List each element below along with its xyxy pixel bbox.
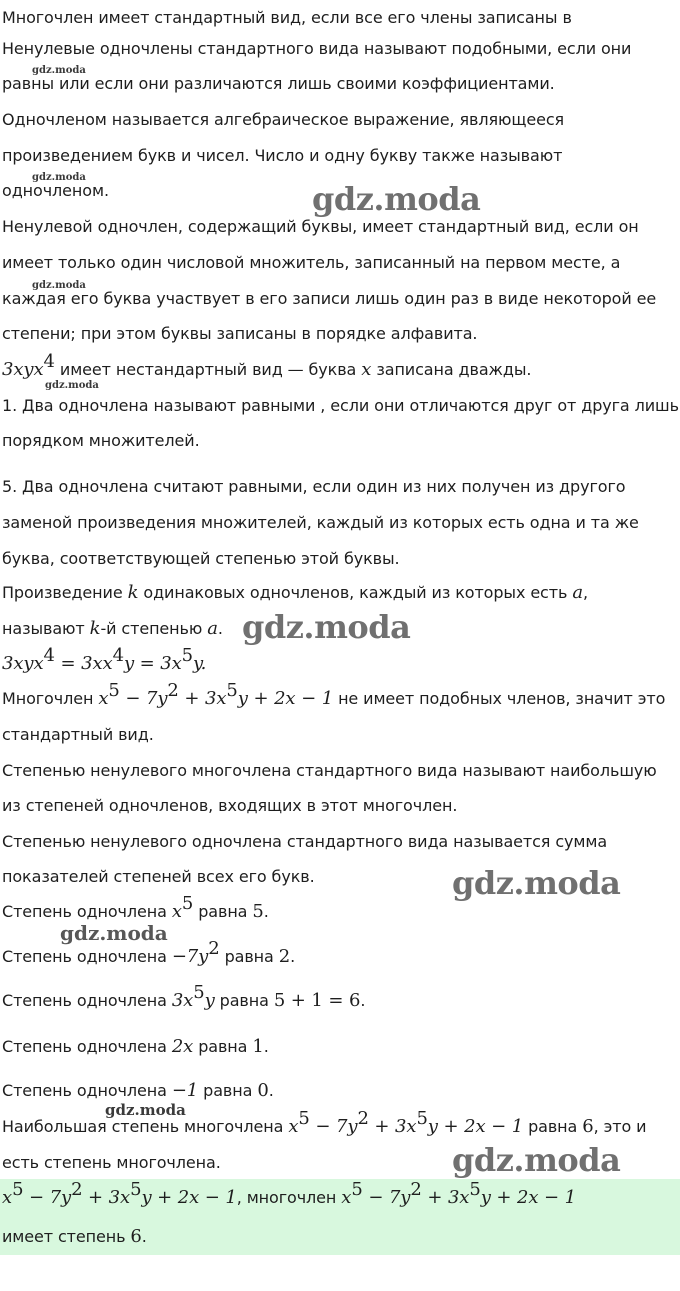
math-expr: y. <box>193 653 207 674</box>
math-expr: y + 2x − 1 <box>237 688 334 709</box>
math-expr: y = 3x <box>123 653 182 674</box>
text-line: буква, соответствующей степенью этой буквы. <box>2 549 400 568</box>
math-exp: 5 <box>469 1179 481 1200</box>
text-line: Степень одночлена $3x^5y$ равна 5 + 1 = 6. <box>2 982 366 1011</box>
watermark: gdz.moda <box>32 172 86 183</box>
math-expr: −1 <box>171 1080 199 1101</box>
text: Степень одночлена <box>2 1037 167 1056</box>
text-line: Степень одночлена $x^5$ равна 5. <box>2 893 269 922</box>
text: имеет нестандартный вид — буква <box>59 360 357 379</box>
text: называют <box>2 619 85 638</box>
text-line: Многочлен имеет стандартный вид, если все его члены записаны в <box>2 8 572 27</box>
watermark: gdz.moda <box>45 380 99 391</box>
math-exp: 2 <box>208 938 220 959</box>
watermark: gdz.moda <box>60 921 168 945</box>
math-expr: 3xyx <box>2 653 44 674</box>
math-expr: x <box>341 1187 352 1208</box>
text: , это и <box>593 1117 647 1136</box>
math-exp: 2 <box>410 1179 422 1200</box>
text: равна <box>224 947 274 966</box>
math-expr: − 7y <box>362 1187 411 1208</box>
math-exp: 5 <box>193 982 205 1003</box>
math-exp: 5 <box>351 1179 363 1200</box>
watermark: gdz.moda <box>32 65 86 76</box>
text: не имеет подобных членов, значит это <box>338 689 666 708</box>
text-line: показателей степеней всех его букв. <box>2 867 315 886</box>
math-expr: = 3xx <box>54 653 113 674</box>
text-line: стандартный вид. <box>2 725 154 744</box>
math-expr: 2x <box>171 1036 194 1057</box>
answer-line: имеет степень 6. <box>2 1226 147 1247</box>
text-line: Степень одночлена $-7y^2$ равна 2. <box>2 938 296 967</box>
text-line: 1. Два одночлена называют равными , если они отличаются друг от друга лишь <box>2 396 679 415</box>
text-line: равны или если они различаются лишь своими коэффициентами. <box>2 74 555 93</box>
text: Произведение <box>2 583 123 602</box>
text: Степень одночлена <box>2 947 167 966</box>
text-line: Степенью ненулевого одночлена стандартного вида называется сумма <box>2 832 608 851</box>
math-value: 5 <box>252 901 264 922</box>
text-line: имеет только один числовой множитель, записанный на первом месте, а <box>2 253 621 272</box>
math-exp: 2 <box>357 1108 369 1129</box>
math-expr: + 3x <box>82 1187 131 1208</box>
math-exp: 2 <box>71 1179 83 1200</box>
math-expr: − 7y <box>23 1187 72 1208</box>
text: записана дважды. <box>376 360 532 379</box>
math-exp: 4 <box>112 645 124 666</box>
text: равна <box>203 1081 253 1100</box>
watermark: gdz.moda <box>312 180 481 218</box>
text-line: называют k-й степенью a. <box>2 618 223 639</box>
math-var: k <box>127 582 139 603</box>
math-var: a <box>572 582 583 603</box>
text: равна <box>198 902 248 921</box>
math-exp: 2 <box>167 680 179 701</box>
math-var: k <box>89 618 101 639</box>
math-value: 2 <box>278 946 291 967</box>
text-line: Степень одночлена 2x равна 1. <box>2 1036 269 1057</box>
equation-line <box>2 645 207 675</box>
math-exp: 5 <box>416 1108 428 1129</box>
text: , многочлен <box>236 1188 337 1207</box>
math-expr: 3x <box>171 990 194 1011</box>
text-line: Степенью ненулевого многочлена стандартного вида называют наибольшую <box>2 761 657 780</box>
text-line: Произведение k одинаковых одночленов, каждый из которых есть a, <box>2 582 588 603</box>
text-line: степени; при этом буквы записаны в порядке алфавита. <box>2 324 478 343</box>
math-value: 6 <box>130 1226 142 1247</box>
math-expr: −7y <box>171 946 209 967</box>
watermark: gdz.moda <box>242 608 411 646</box>
math-value: 5 + 1 = 6 <box>273 990 361 1011</box>
text: Многочлен <box>2 689 94 708</box>
math-var: a <box>207 618 218 639</box>
watermark: gdz.moda <box>32 280 86 291</box>
text-line: 5. Два одночлена считают равными, если один из них получен из другого <box>2 477 626 496</box>
text: -й степенью <box>100 619 203 638</box>
text: Наибольшая степень многочлена <box>2 1117 284 1136</box>
text-line: порядком множителей. <box>2 431 200 450</box>
text: Степень одночлена <box>2 902 167 921</box>
text: Степень одночлена <box>2 991 167 1010</box>
text: Степень одночлена <box>2 1081 167 1100</box>
math-value: 1 <box>252 1036 264 1057</box>
text-line <box>2 680 666 710</box>
math-expr: 3xyx <box>2 359 44 380</box>
math-expr: x <box>98 688 109 709</box>
math-value: 0 <box>257 1080 269 1101</box>
watermark: gdz.moda <box>105 1101 186 1119</box>
watermark: gdz.moda <box>452 864 621 902</box>
math-expr: y + 2x − 1 <box>141 1187 237 1208</box>
math-exp: 5 <box>226 680 238 701</box>
math-exp: 4 <box>43 351 55 372</box>
text-line: одночленом. <box>2 181 109 200</box>
text-line <box>2 351 532 381</box>
math-expr: + 3x <box>368 1116 417 1137</box>
math-expr: − 7y <box>119 688 168 709</box>
text: равна <box>198 1037 248 1056</box>
text: имеет степень <box>2 1227 126 1246</box>
math-expr: + 3x <box>421 1187 470 1208</box>
math-expr: y + 2x − 1 <box>480 1187 577 1208</box>
text-line: Ненулевые одночлены стандартного вида называют подобными, если они <box>2 39 632 58</box>
math-expr: + 3x <box>178 688 227 709</box>
text: одинаковых одночленов, каждый из которых есть <box>143 583 568 602</box>
math-exp: 5 <box>181 645 193 666</box>
math-exp: 5 <box>298 1108 310 1129</box>
answer-line <box>2 1179 577 1209</box>
math-exp: 5 <box>108 680 120 701</box>
math-expr: x <box>171 901 182 922</box>
watermark: gdz.moda <box>452 1141 621 1179</box>
math-expr: y + 2x − 1 <box>427 1116 524 1137</box>
text-line: Степень одночлена −1 равна 0. <box>2 1080 274 1101</box>
text-line: произведением букв и чисел. Число и одну букву также называют <box>2 146 563 165</box>
math-value: 6 <box>582 1116 594 1137</box>
text: равна <box>528 1117 578 1136</box>
math-exp: 4 <box>43 645 55 666</box>
math-var: x <box>361 359 372 380</box>
math-exp: 5 <box>12 1179 24 1200</box>
math-exp: 5 <box>181 893 194 914</box>
text-line: Одночленом называется алгебраическое выражение, являющееся <box>2 110 565 129</box>
text-line: каждая его буква участвует в его записи лишь один раз в виде некоторой ее <box>2 289 657 308</box>
text-line: есть степень многочлена. <box>2 1153 221 1172</box>
math-expr: y <box>204 990 215 1011</box>
text-line: Ненулевой одночлен, содержащий буквы, имеет стандартный вид, если он <box>2 217 639 236</box>
math-expr: x <box>288 1116 299 1137</box>
math-expr: x <box>2 1187 13 1208</box>
text-line: из степеней одночленов, входящих в этот многочлен. <box>2 796 458 815</box>
text: равна <box>219 991 269 1010</box>
math-expr: − 7y <box>309 1116 358 1137</box>
text-line: заменой произведения множителей, каждый из которых есть одна и та же <box>2 513 639 532</box>
math-exp: 5 <box>130 1179 142 1200</box>
